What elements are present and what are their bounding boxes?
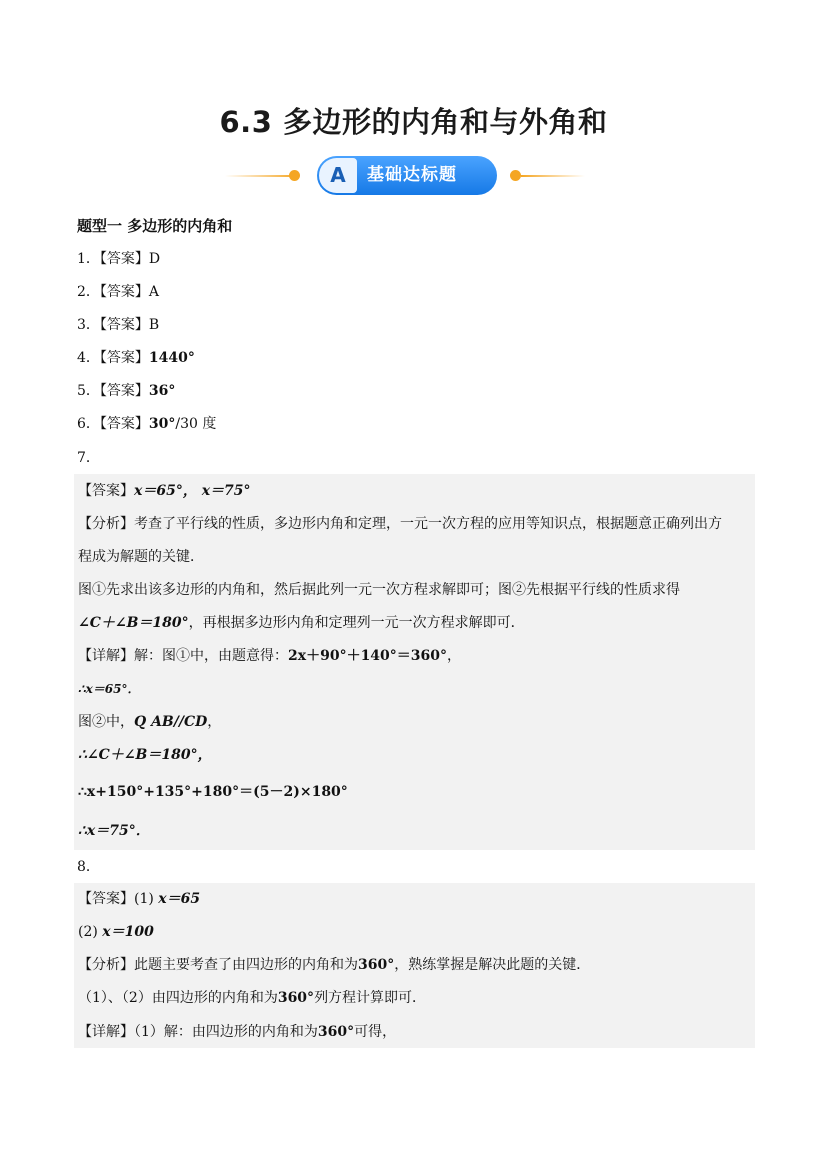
q7-detail-text: 图②中， <box>78 714 134 730</box>
q7-equation-2: ∴x+150°+135°+180°＝(5－2)×180° <box>78 784 348 800</box>
answer-value: 1440° <box>148 350 195 366</box>
answer-tag: 【答案】 <box>99 251 149 267</box>
question-8-solution-box <box>74 883 755 1048</box>
q7-equation-1: 2x＋90°＋140°＝360° <box>288 648 448 664</box>
level-banner <box>225 156 585 196</box>
q7-detail-line-1 <box>78 646 461 666</box>
q7-result-2: ∴x＝75°． <box>78 823 150 839</box>
banner-dot-right <box>510 170 521 181</box>
answer-row-3 <box>77 315 159 335</box>
answer-value: 30° <box>148 416 176 432</box>
angle-value: 360° <box>277 990 315 1006</box>
answer-row-2 <box>77 282 159 302</box>
q8-detail-text: （1）解：由四边形的内角和为 <box>134 1024 318 1040</box>
detail-tag: 【详解】 <box>78 648 134 664</box>
answer-row-4 <box>77 348 195 368</box>
answer-value: A <box>148 284 160 300</box>
q7-detail-line-4 <box>78 745 212 765</box>
answer-tag: 【答案】 <box>78 891 134 907</box>
page-title: 6.3 多边形的内角和与外角和 <box>219 105 608 139</box>
item-number: 1． <box>77 251 100 267</box>
q8-answer-1: x＝65 <box>158 891 201 907</box>
q7-detail-line-6 <box>78 821 150 841</box>
q7-detail-line-2 <box>78 679 140 699</box>
q7-detail-text: 解：图①中，由题意得： <box>134 648 288 664</box>
question-7-solution-box <box>74 474 755 850</box>
item-number: 2． <box>77 284 100 300</box>
answer-tag: 【答案】 <box>99 284 149 300</box>
answer-tag: 【答案】 <box>99 416 149 432</box>
q8-analysis-text: ，熟练掌握是解决此题的关键． <box>394 957 591 973</box>
answer-value: 36° <box>148 383 176 399</box>
q7-analysis-line-4 <box>78 613 525 633</box>
item-number: 5． <box>77 383 100 399</box>
analysis-tag: 【分析】 <box>78 516 134 532</box>
angle-value: 360° <box>317 1024 355 1040</box>
q7-analysis-line-3: 图①先求出该多边形的内角和，然后据此列一元一次方程求解即可；图②先根据平行线的性质求得 <box>78 582 680 598</box>
question-8-number: 8． <box>77 859 100 875</box>
answer-tag: 【答案】 <box>99 317 149 333</box>
answer-tag: 【答案】 <box>99 350 149 366</box>
sub-number: (2) <box>78 924 103 940</box>
analysis-tag: 【分析】 <box>78 957 134 973</box>
q8-detail-text: 可得， <box>354 1024 397 1040</box>
q8-analysis-text: （1）、（2）由四边形的内角和为 <box>78 990 278 1006</box>
punctuation: ， <box>207 714 222 730</box>
item-number: 3． <box>77 317 100 333</box>
q7-angle-expression: ∠C＋∠B＝180° <box>78 615 189 631</box>
q7-answer-line <box>78 481 251 501</box>
answer-row-5 <box>77 381 175 401</box>
q8-analysis-line-2 <box>78 988 426 1008</box>
item-number: 4． <box>77 350 100 366</box>
sub-number: (1) <box>134 891 159 907</box>
q8-analysis-line-1 <box>78 955 590 975</box>
banner-label: 基础达标题 <box>367 165 457 185</box>
answer-suffix: /30 度 <box>175 416 217 432</box>
punctuation: ， <box>447 648 462 664</box>
answer-value: D <box>148 251 161 267</box>
answer-tag: 【答案】 <box>99 383 149 399</box>
detail-tag: 【详解】 <box>78 1024 134 1040</box>
q8-analysis-text: 此题主要考查了由四边形的内角和为 <box>134 957 358 973</box>
section-heading: 题型一 多边形的内角和 <box>77 217 233 235</box>
q8-detail-line-1 <box>78 1022 396 1042</box>
answer-tag: 【答案】 <box>78 483 134 499</box>
q7-answer-value: x＝65°， x＝75° <box>134 483 251 499</box>
q8-answer-line-2 <box>78 922 154 942</box>
banner-pill <box>317 156 497 195</box>
q7-result-1: ∴x＝65°． <box>78 682 140 696</box>
q7-detail-line-3 <box>78 712 221 732</box>
item-number: 6． <box>77 416 100 432</box>
answer-row-1 <box>77 249 160 269</box>
question-7-number: 7． <box>77 450 100 466</box>
banner-letter: A <box>319 158 357 193</box>
q8-analysis-text: 列方程计算即可． <box>314 990 427 1006</box>
q8-answer-2: x＝100 <box>102 924 154 940</box>
q7-angle-sum: ∴∠C＋∠B＝180°， <box>78 747 212 763</box>
answer-row-6 <box>77 414 216 434</box>
angle-value: 360° <box>358 957 395 973</box>
q7-analysis-text: 考查了平行线的性质，多边形内角和定理，一元一次方程的应用等知识点，根据题意正确列出方 <box>134 516 722 532</box>
q8-answer-line-1 <box>78 889 200 909</box>
q7-analysis-line-1 <box>78 514 722 534</box>
answer-value: B <box>148 317 160 333</box>
banner-line-right <box>521 175 585 177</box>
q7-parallel-statement: Q AB//CD <box>134 714 208 730</box>
q7-analysis-text: ，再根据多边形内角和定理列一元一次方程求解即可． <box>188 615 525 631</box>
banner-line-left <box>225 175 297 177</box>
banner-dot-left <box>289 170 300 181</box>
q7-detail-line-5 <box>78 782 348 802</box>
q7-analysis-line-2: 程成为解题的关键． <box>78 549 204 565</box>
